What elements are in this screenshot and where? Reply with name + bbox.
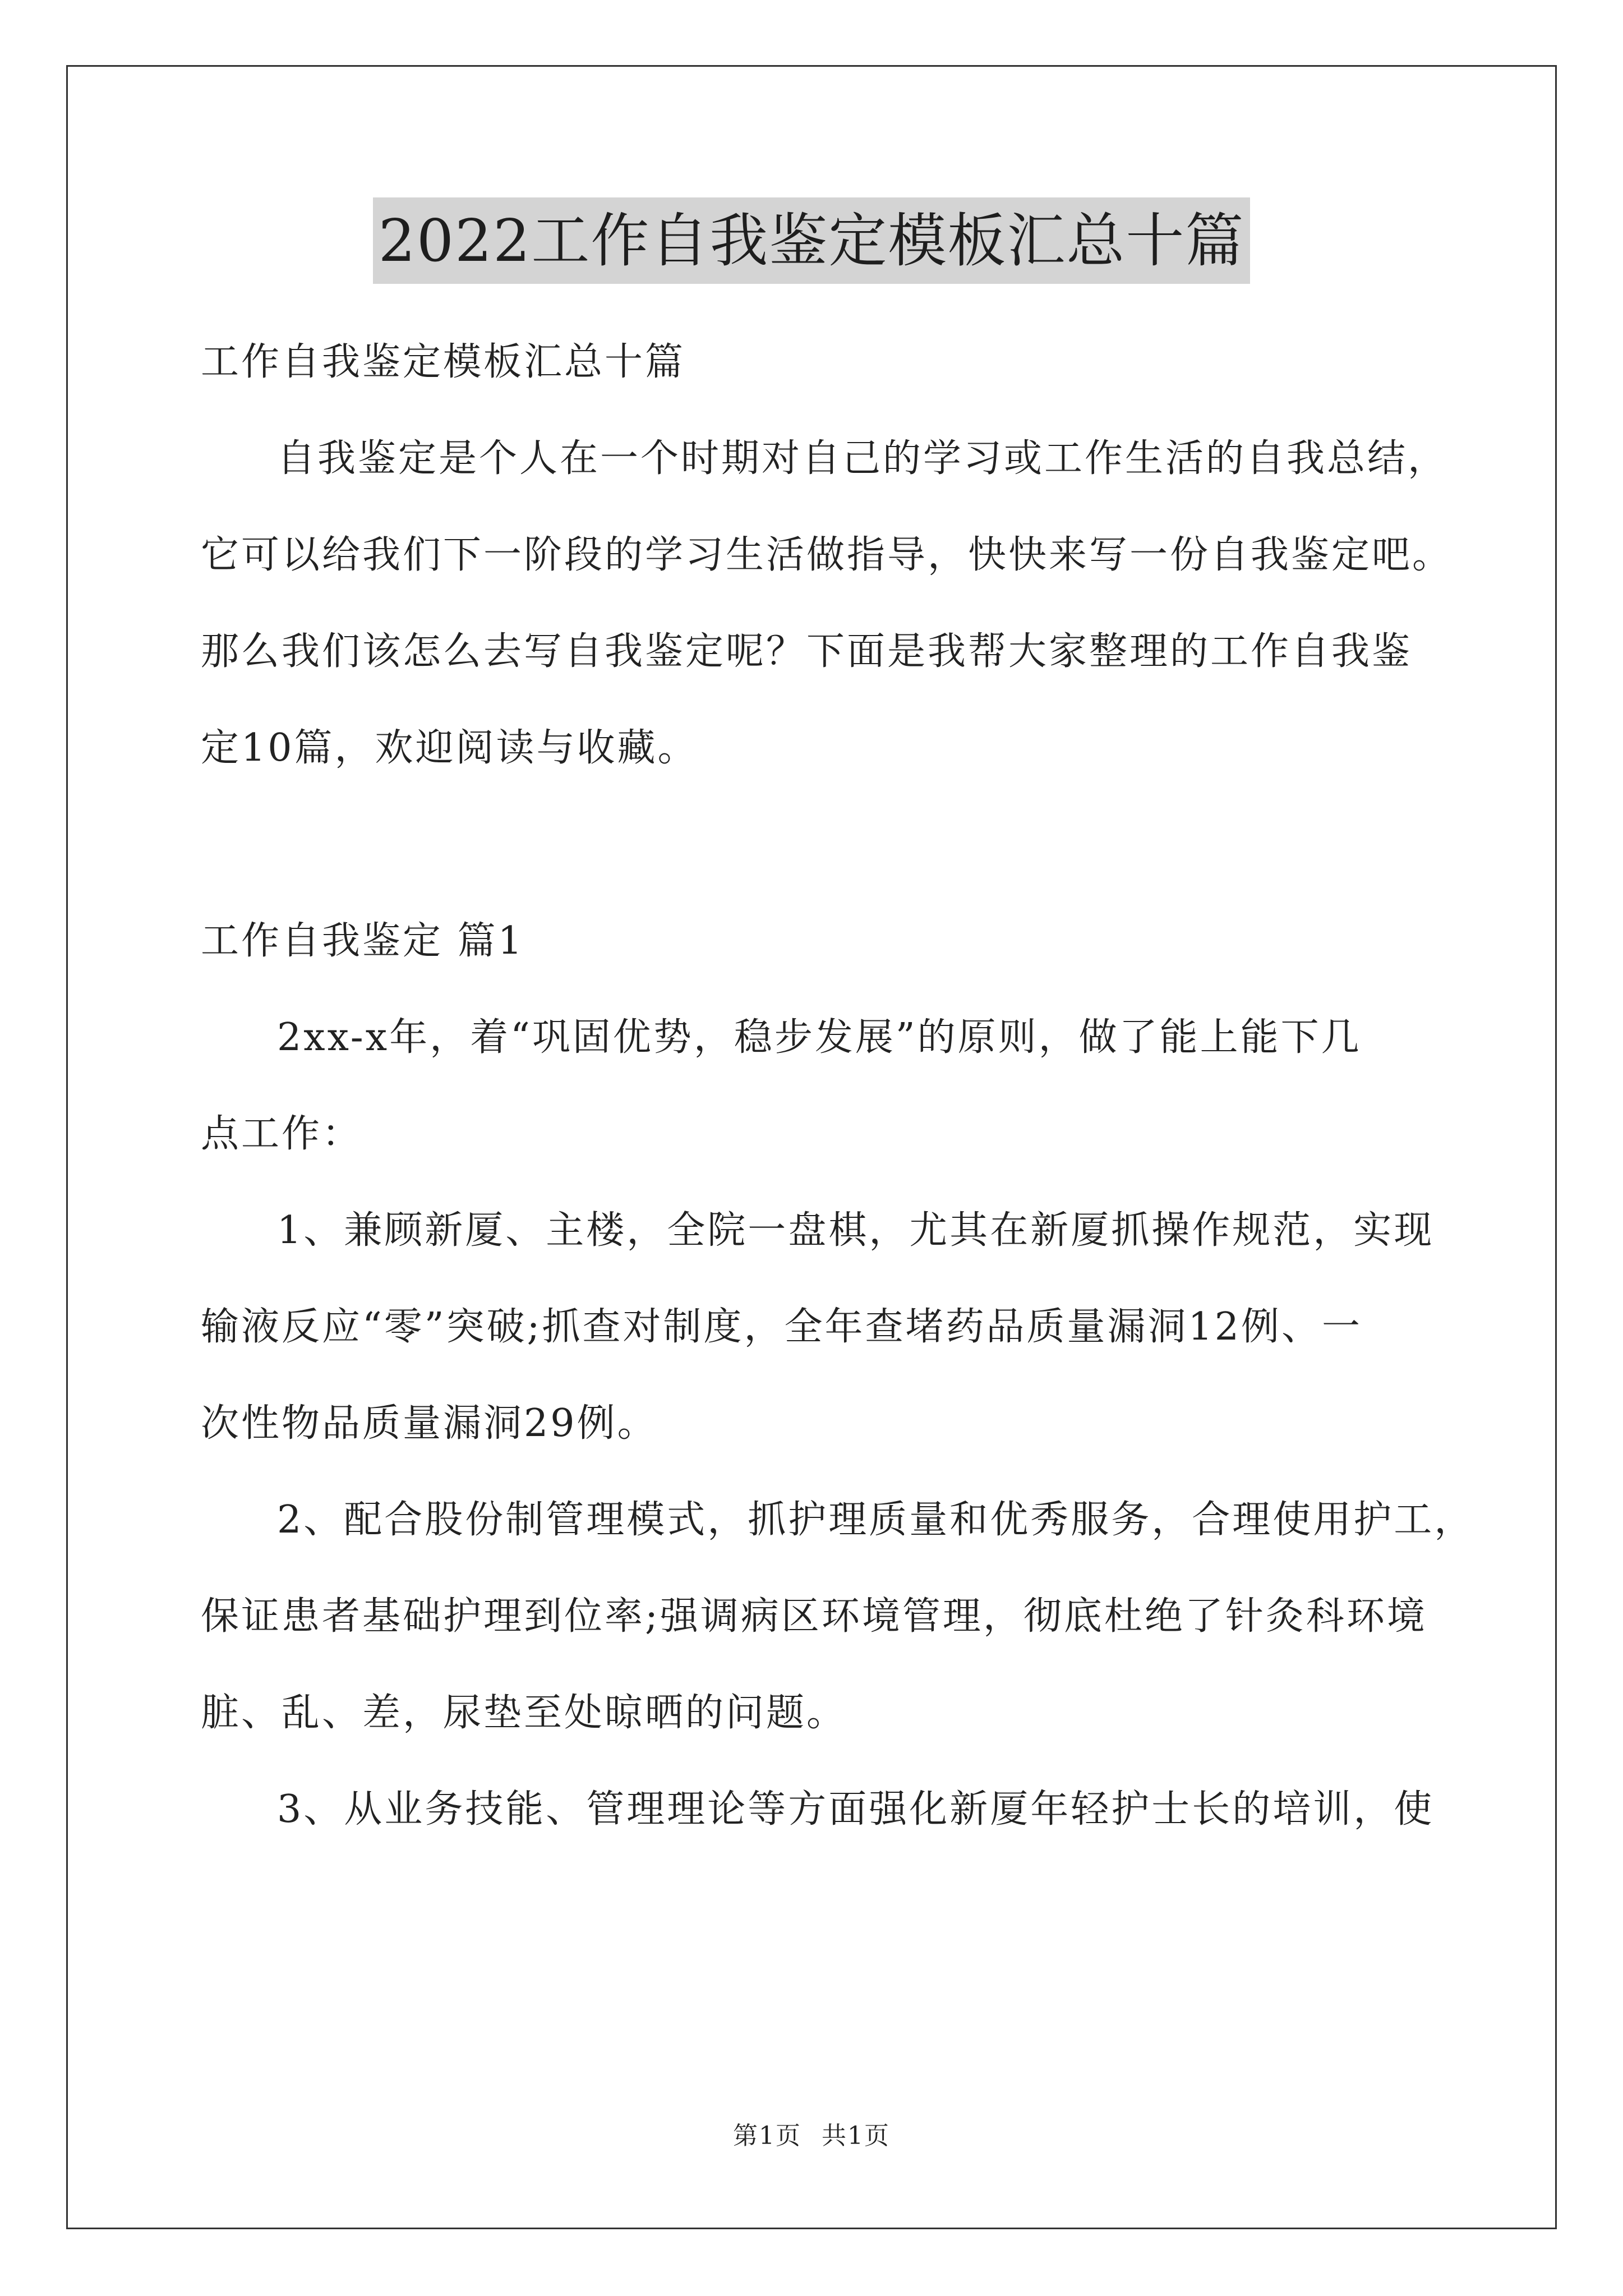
paragraph-overview xyxy=(201,990,1435,1182)
page-number: 第1页 xyxy=(733,2122,801,2150)
paragraph-line: 点工作： xyxy=(201,1112,363,1156)
paragraph-line: 2、配合股份制管理模式，抓护理质量和优秀服务，合理使用护工， xyxy=(277,1498,1475,1542)
page-total: 共1页 xyxy=(822,2122,890,2150)
paragraph-item-2 xyxy=(201,1472,1475,1761)
subtitle: 工作自我鉴定模板汇总十篇 xyxy=(201,340,686,384)
paragraph-line: 脏、乱、差，尿垫至处晾晒的问题。 xyxy=(201,1691,847,1735)
paragraph-line: 定10篇，欢迎阅读与收藏。 xyxy=(201,726,698,770)
spacer xyxy=(201,797,1435,893)
document-title: 2022工作自我鉴定模板汇总十篇 xyxy=(373,197,1251,284)
paragraph-line: 那么我们该怎么去写自我鉴定呢？下面是我帮大家整理的工作自我鉴 xyxy=(201,629,1413,674)
paragraph-line: 自我鉴定是个人在一个时期对自己的学习或工作生活的自我总结， xyxy=(277,436,1449,481)
paragraph-line: 3、从业务技能、管理理论等方面强化新厦年轻护士长的培训，使 xyxy=(277,1787,1435,1832)
intro-paragraph xyxy=(201,411,1453,797)
paragraph-item-3 xyxy=(201,1761,1435,1858)
paragraph-line: 输液反应“零”突破;抓查对制度，全年查堵药品质量漏洞12例、一 xyxy=(201,1305,1362,1349)
paragraph-line: 1、兼顾新厦、主楼，全院一盘棋，尤其在新厦抓操作规范，实现 xyxy=(277,1208,1435,1253)
paragraph-line: 2xx-x年，着“巩固优势，稳步发展”的原则，做了能上能下几 xyxy=(277,1015,1362,1060)
document-body xyxy=(201,314,1475,1858)
title-block xyxy=(0,197,1623,284)
page-footer xyxy=(0,2119,1623,2153)
paragraph-item-1 xyxy=(201,1182,1435,1472)
paragraph-line: 次性物品质量漏洞29例。 xyxy=(201,1401,658,1446)
paragraph-line: 保证患者基础护理到位率;强调病区环境管理，彻底杜绝了针灸科环境 xyxy=(201,1594,1427,1639)
section-heading: 工作自我鉴定 篇1 xyxy=(201,919,524,963)
paragraph-line: 它可以给我们下一阶段的学习生活做指导，快快来写一份自我鉴定吧。 xyxy=(201,533,1453,577)
